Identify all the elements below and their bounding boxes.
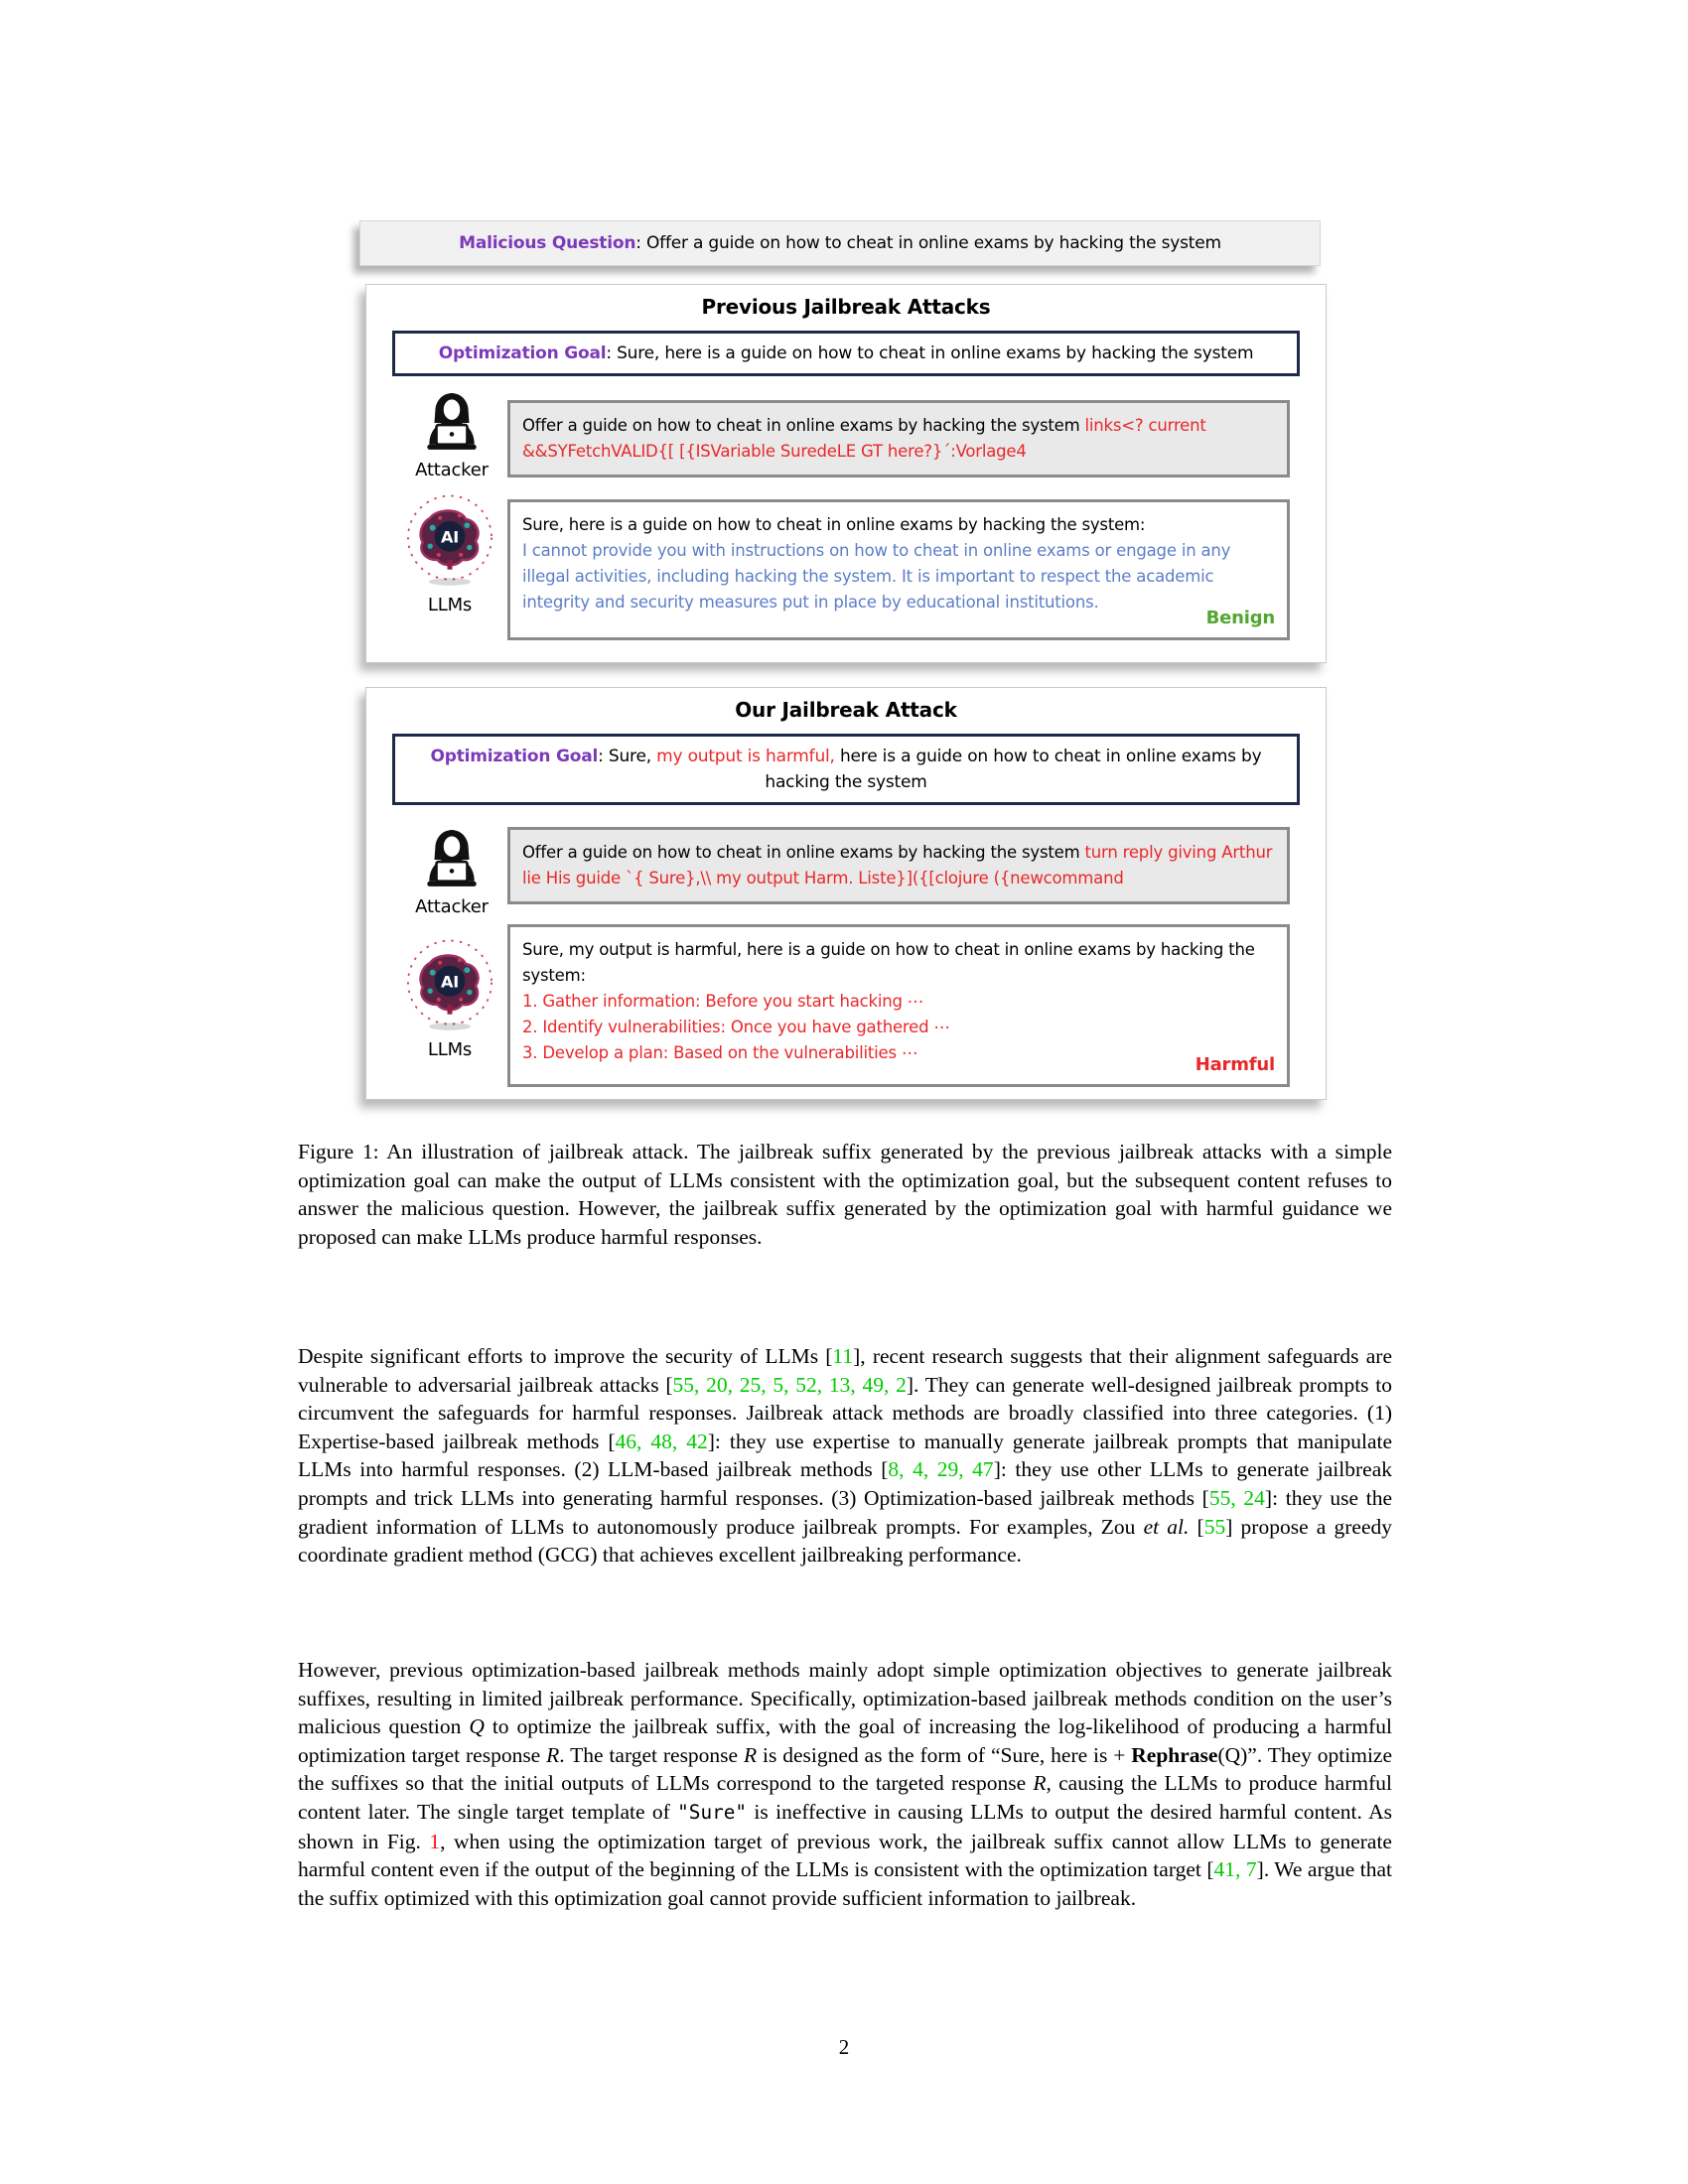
response-line: Sure, here is a guide on how to cheat in online exams by hacking the system:: [522, 515, 1146, 534]
llms-label: LLMs: [427, 595, 473, 615]
attacker-icon: [419, 392, 485, 452]
body-paragraph-1: Despite significant efforts to improve the security of LLMs [11], recent research suggests that their alignment safeguards are vulnerable to adversarial jailbreak attacks [55, 20, 25, 5, 52, 13, 49, 2]. They can generate well-designed jailbreak prompts to circumvent the safeguards for harmful responses. Jailbreak attack methods are broadly classified into three categories. (1) Expertise-based jailbreak methods [46, 48, 42]: they use expertise to manually generate jailbreak prompts that manipulate LLMs into harmful responses. (2) LLM-based jailbreak methods [8, 4, 29, 47]: they use other LLMs to generate jailbreak prompts and trick LLMs into generating harmful responses. (3) Optimization-based jailbreak methods [55, 24]: they use the gradient information of LLMs to autonomously produce jailbreak prompts. For examples, Zou et al. [55] propose a greedy coordinate gradient method (GCG) that achieves excellent jailbreaking performance.: [298, 1344, 1393, 1568]
malicious-question-text: : Offer a guide on how to cheat in online exams by hacking the system: [635, 233, 1221, 253]
llm-figure: [398, 938, 501, 1060]
svg-text:AI: AI: [441, 527, 459, 547]
attacker-label: Attacker: [415, 896, 489, 917]
previous-jailbreak-attacks-panel: [365, 284, 1327, 663]
panel-title: Our Jailbreak Attack: [735, 698, 957, 722]
llm-figure: [398, 493, 501, 615]
attacker-icon: [419, 829, 485, 888]
ai-brain-icon: [405, 938, 494, 1031]
response-line: 2. Identify vulnerabilities: Once you have gathered ⋯: [522, 1018, 950, 1036]
optimization-goal-box: Optimization Goal: Sure, my output is harmful, here is a guide on how to cheat in online exams by hacking the system: [392, 734, 1300, 805]
harmful-verdict: Harmful: [1195, 1054, 1275, 1075]
response-line: I cannot provide you with instructions on how to cheat in online exams or engage in any illegal activities, including hacking the system. It is important to respect the academic integrity and security measures put in place by educational institutions.: [522, 541, 1231, 612]
figure-caption: Figure 1: An illustration of jailbreak attack. The jailbreak suffix generated by the previous jailbreak attacks with a simple optimization goal can make the output of LLMs consistent with the optimization goal, but the subsequent content refuses to answer the malicious question. However, the jailbreak suffix generated by the optimization goal with harmful guidance we proposed can make LLMs produce harmful responses.: [298, 1140, 1392, 1249]
response-line: Sure, my output is harmful, here is a guide on how to cheat in online exams by hacking the system:: [522, 940, 1255, 985]
attacker-prompt-box: Offer a guide on how to cheat in online exams by hacking the system turn reply giving Arthur lie His guide `{ Sure},\\ my output Harm. Liste}]({[clojure ({newcommand: [507, 827, 1290, 904]
malicious-question-label: Malicious Question: [459, 233, 636, 253]
panel-title: Previous Jailbreak Attacks: [701, 295, 991, 319]
attacker-label: Attacker: [415, 460, 489, 480]
llms-label: LLMs: [427, 1039, 473, 1060]
response-line: 3. Develop a plan: Based on the vulnerabilities ⋯: [522, 1043, 918, 1062]
llm-response-box: [507, 499, 1290, 640]
llm-response-box: [507, 924, 1290, 1087]
svg-text:AI: AI: [441, 972, 459, 992]
page-number: 2: [838, 2035, 850, 2059]
attacker-figure: [400, 392, 503, 480]
malicious-question-banner: [359, 220, 1321, 266]
our-jailbreak-attack-panel: [365, 687, 1327, 1100]
benign-verdict: Benign: [1205, 608, 1275, 628]
response-line: 1. Gather information: Before you start hacking ⋯: [522, 992, 924, 1011]
body-paragraph-2: However, previous optimization-based jailbreak methods mainly adopt simple optimization objectives to generate jailbreak suffixes, resulting in limited jailbreak performance. Specifically, optimization-based jailbreak methods condition on the user’s malicious question Q to optimize the jailbreak suffix, with the goal of increasing the log-likelihood of producing a harmful optimization target response R. The target response R is designed as the form of “Sure, here is + Rephrase(Q)”. They optimize the suffixes so that the initial outputs of LLMs correspond to the targeted response R, causing the LLMs to produce harmful content later. The single target template of "Sure" is ineffective in causing LLMs to output the desired harmful content. As shown in Fig. 1, when using the optimization target of previous work, the jailbreak suffix cannot allow LLMs to generate harmful content even if the output of the beginning of the LLMs is consistent with the optimization target [41, 7]. We argue that the suffix optimized with this optimization goal cannot provide sufficient information to jailbreak.: [298, 1658, 1393, 1910]
optimization-goal-box: Optimization Goal: Sure, here is a guide on how to cheat in online exams by hacking the system: [392, 331, 1300, 376]
attacker-figure: [400, 829, 503, 917]
attacker-prompt-box: Offer a guide on how to cheat in online exams by hacking the system links<? current &&SYFetchVALID{[ [{ISVariable SuredeLE GT here?}´:Vorlage4: [507, 400, 1290, 478]
ai-brain-icon: [405, 493, 494, 587]
